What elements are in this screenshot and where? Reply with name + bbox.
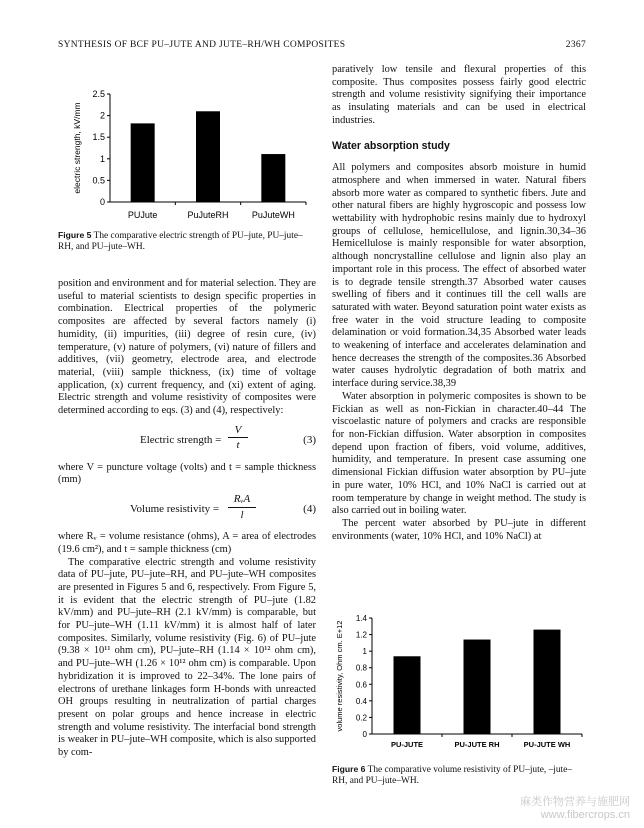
figure-5-caption-text: The comparative electric strength of PU–jute, PU–jute–RH, and PU–jute–WH. — [58, 231, 303, 253]
section-title-water-absorption: Water absorption study — [332, 139, 450, 152]
y-tick-label: 0.2 — [355, 713, 367, 723]
page-number: 2367 — [565, 40, 586, 50]
left-paragraph-4: The comparative electric strength and volume resistivity data of PU–jute, PU–jute–RH, and PU–jute–WH composites are presented in Figures 5 and 6, respectively. From Figure 5, it is evident that the electric strength of PU–jute (1.82 kV/mm) and PU–jute–RH (2.1 kV/mm) is comparable, but for PU–jute–WH (1.11 kV/mm) it is almost half of later composites. Similarly, volume resistivity (Fig. 6) of PU–jute (9.38 × 10¹¹ ohm cm), PU–jute–RH (1.14 × 10¹² ohm cm), and PU–jute–WH (1.26 × 10¹² ohm cm) is comparable. Upon hybridization it is improved to 22–34%. The lone pairs of electrons of urethane linkages form H-bonds with unreacted OH groups resulting in neutralization of partial charges present on polar groups and hence increase in electric strength and volume resistivity. The interfacial bond strength is weaker in PU–jute–WH composite, which is also supported by com- — [58, 556, 316, 759]
equation-3-numerator: V — [228, 424, 248, 439]
right-column — [332, 64, 586, 543]
y-tick-label: 1 — [362, 647, 367, 657]
y-axis-label: volume resistivity, Ohm cm. E+12 — [335, 620, 344, 732]
left-paragraph-3: where Rᵥ = volume resistance (ohms), A = area of electrodes (19.6 cm²), and t = sample thickness (cm) — [58, 531, 316, 555]
equation-4-number: (4) — [303, 503, 316, 516]
bar-pu-jute-rh — [464, 640, 491, 734]
figure-5-caption — [58, 230, 314, 253]
figure-6-chart — [332, 606, 590, 756]
equation-3-number: (3) — [303, 433, 316, 446]
equation-4-lhs: Volume resistivity = — [130, 503, 220, 516]
y-tick-label: 0 — [99, 197, 105, 207]
x-tick-label: PU-JUTE — [390, 740, 424, 749]
figure-6-caption-text: The comparative volume resistivity of PU–jute, –jute–RH, and PU–jute–WH. — [332, 765, 573, 787]
left-column — [58, 278, 316, 760]
y-tick-label: 0.5 — [92, 175, 105, 186]
equation-3-denominator: t — [236, 439, 240, 452]
watermark-line-2: www.fibercrops.cn — [540, 809, 630, 821]
figure-6-caption — [332, 764, 586, 787]
equation-4 — [58, 493, 316, 531]
y-tick-label: 0.8 — [355, 663, 367, 673]
equation-4-numerator: RᵥA — [228, 493, 256, 508]
equation-3-lhs: Electric strength = — [140, 433, 222, 446]
left-paragraph-2: where V = puncture voltage (volts) and t = sample thickness (mm) — [58, 461, 316, 486]
right-paragraph-4: The percent water absorbed by PU–jute in different environments (water, 10% HCl, and 10% NaCl) at — [332, 517, 586, 542]
left-paragraph-1: position and environment and for material selection. They are useful to material scientists to design specific properties in combination. Electrical properties of the polymeric composites are affected by several factors namely (i) humidity, (ii) impurities, (iii) degree of resin cure, (iv) temperature, (v) nature of polymers, (vi) nature of fillers and additives, (vii) geometry, electrode area, and electrode material, (viii) sample thickness, (ix) time of voltage application, (x) current frequency, and (xi) extent of aging. Electric strength and volume resistivity of composites were determined according to eqs. (3) and (4), respectively: — [58, 278, 316, 417]
y-tick-label: 1.5 — [92, 132, 105, 143]
x-tick-label: PUJute — [127, 210, 158, 220]
bar-pujutewh — [261, 154, 285, 202]
x-tick-label: PU-JUTE RH — [454, 740, 500, 749]
right-paragraph-2: All polymers and composites absorb moisture in humid atmosphere and when immersed in water. Natural fibers absorb more water as compared to synthetic fibers. Jute and other natural fibers are highly hygroscopic and possess low wettability with hydrophobic resins mainly due to hydroxyl groups of cellulose, hemicellulose, and lignin.30,34–36 Hemicellulose is mainly responsible for water absorption, although noncrystalline cellulose and lignin also play an important role in this process. The effect of absorbed water is to degrade tensile strength.37 Absorbed water causes swelling of fibers and it continues till the cell walls are saturated with water. Beyond saturation point water exists as free water in the void structure leading to composite delamination or void formation.34,35 Absorbed water leads to weakening of interface and accelerates delamination and hence decreases the strength of the composites.36 Absorbed water causes hydrolytic degradation of both matrix and interface during service.38,39 — [332, 162, 586, 390]
y-tick-label: 1.4 — [355, 614, 367, 623]
figure-5-chart — [70, 80, 316, 225]
bar-pu-jute — [394, 656, 421, 734]
right-paragraph-1: paratively low tensile and flexural properties of this composite. Thus composites possess fairly good electric strength and volume resistivity signifying their importance as insulating materials and can be used in electrical industries. — [332, 64, 586, 126]
watermark-line-1: 麻类作物营养与施肥网 — [520, 796, 630, 808]
y-tick-label: 0 — [362, 730, 367, 739]
running-header-title: SYNTHESIS OF BCF PU–JUTE AND JUTE–RH/WH COMPOSITES — [58, 40, 346, 50]
x-tick-label: PuJuteWH — [251, 210, 295, 220]
y-tick-label: 0.4 — [355, 696, 367, 706]
bar-pu-jute-wh — [534, 630, 561, 734]
y-tick-label: 0.6 — [355, 680, 367, 690]
bar-pujute — [131, 123, 155, 202]
equation-3-fraction — [228, 424, 248, 452]
y-tick-label: 2 — [99, 110, 105, 121]
equation-4-denominator: l — [240, 508, 244, 521]
y-axis-label: electric strength, kV/mm — [72, 102, 82, 194]
bar-pujuterh — [196, 111, 220, 202]
watermark — [520, 796, 630, 822]
figure-6-label: Figure 6 — [332, 764, 366, 774]
y-tick-label: 1.2 — [355, 630, 367, 640]
x-tick-label: PuJuteRH — [187, 210, 229, 220]
y-tick-label: 1 — [99, 153, 105, 164]
equation-4-fraction — [228, 493, 256, 521]
figure-5-label: Figure 5 — [58, 230, 92, 240]
x-tick-label: PU-JUTE WH — [523, 740, 571, 749]
equation-3 — [58, 424, 316, 462]
y-tick-label: 2.5 — [92, 89, 105, 99]
right-paragraph-3: Water absorption in polymeric composites is shown to be Fickian as well as non-Fickian in character.40–44 The viscoelastic nature of polymers and cracks are responsible for non-Fickian diffusion. Water absorption in composites depend upon fraction of fibers, void volume, additives, humidity, and temperature. In present case assuming one dimensional Fickian diffusion water absorption by PU–jute in pure water, 10% HCl, and 10% NaCl is carried out at room temperature by change in weight method. The study is also carried out in boiling water. — [332, 390, 586, 517]
